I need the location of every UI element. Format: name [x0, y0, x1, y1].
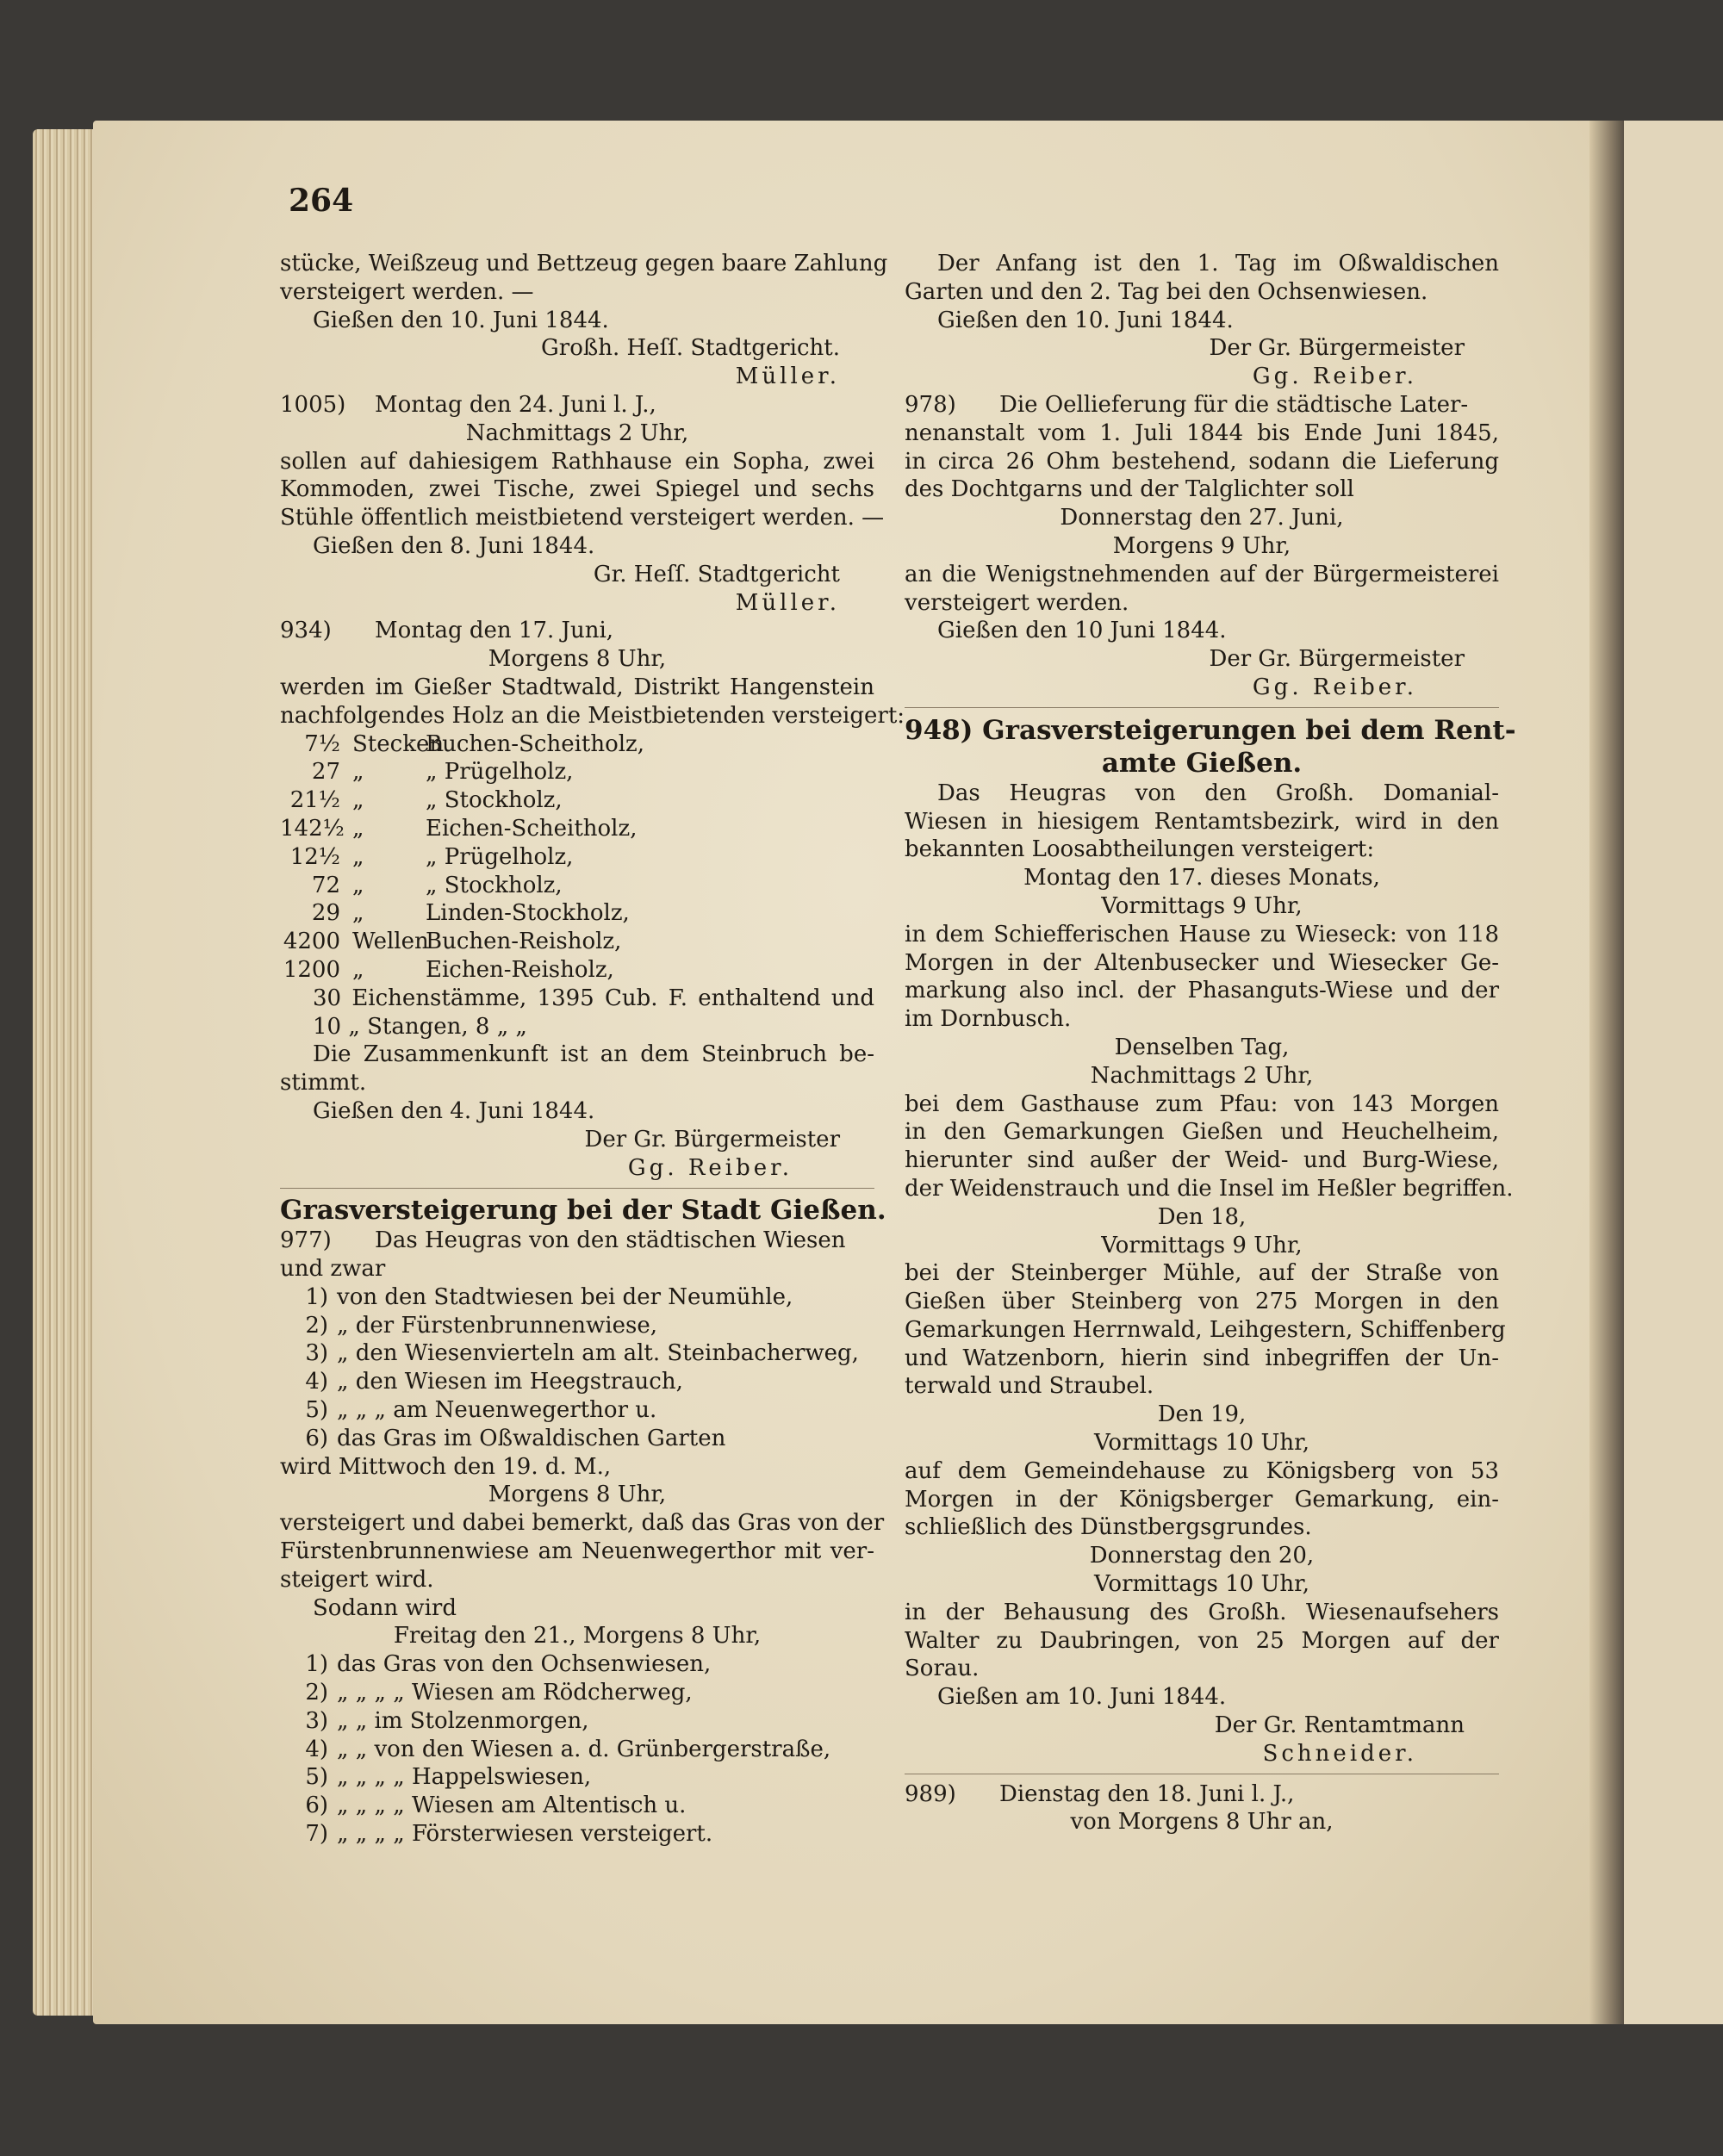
list-number: 5) [305, 1764, 328, 1791]
text-line: von Morgens 8 Uhr an, [1070, 1809, 1334, 1836]
text-line: Walter zu Daubringen, von 25 Morgen auf der [905, 1627, 1499, 1654]
wood-type: Linden-Stockholz, [426, 900, 630, 927]
signature-line: Gg. Reiber. [1252, 363, 1417, 390]
list-text: das Gras im Oßwaldischen Garten [337, 1425, 726, 1451]
list-item [280, 1736, 874, 1764]
entry-line [280, 391, 874, 419]
text-line: und zwar [280, 1256, 386, 1283]
list-text: „ „ „ „ Happelswiesen, [337, 1764, 592, 1791]
wood-quantity-row [280, 786, 874, 815]
entry-number: 1005) [280, 391, 346, 418]
text-line: wird Mittwoch den 19. d. M., [280, 1453, 612, 1480]
book-gutter [1589, 121, 1624, 2024]
text-line: 10 „ Stangen, 8 „ „ [313, 1013, 527, 1040]
signature-line: Der Gr. Bürgermeister [1209, 646, 1465, 673]
list-item [280, 1339, 874, 1368]
text-line: Gießen über Steinberg von 275 Morgen in den [905, 1289, 1499, 1315]
list-number: 5) [305, 1397, 328, 1424]
page-number: 264 [289, 183, 354, 219]
list-number: 1) [305, 1283, 328, 1310]
entry-text: Dienstag den 18. Juni l. J., [999, 1780, 1295, 1807]
text-line: Morgens 9 Uhr, [1112, 532, 1291, 559]
text-line: Gießen den 10. Juni 1844. [313, 307, 609, 333]
quantity: 29 [311, 900, 340, 927]
text-line: im Dornbusch. [905, 1006, 1072, 1033]
text-line: Fürstenbrunnenwiese am Neuenwegerthor mit ver- [280, 1538, 874, 1565]
list-text: „ „ „ „ Försterwiesen versteigert. [337, 1821, 713, 1848]
list-number: 4) [305, 1736, 328, 1762]
wood-quantity-row [280, 872, 874, 900]
text-line: markung also incl. der Phasanguts-Wiese und der [905, 978, 1499, 1004]
text-line: Morgens 8 Uhr, [488, 1482, 667, 1508]
wood-quantity-row [280, 758, 874, 786]
quantity: 21½ [289, 787, 340, 814]
text-line: sollen auf dahiesigem Rathhause ein Sopha, zwei [280, 448, 874, 475]
text-line: nenanstalt vom 1. Juli 1844 bis Ende Juni 1845, [905, 419, 1499, 446]
quantity: 27 [311, 759, 340, 786]
text-line: steigert wird. [280, 1566, 434, 1593]
section-heading: Grasversteigerung bei der Stadt Gießen. [280, 1195, 886, 1227]
entry-line [905, 391, 1499, 419]
text-line: Vormittags 9 Uhr, [1101, 1232, 1303, 1258]
list-number: 2) [305, 1680, 328, 1706]
unit: Wellen [352, 929, 429, 955]
unit: „ [352, 787, 364, 814]
text-line: Gemarkungen Herrnwald, Leihgestern, Schiffenberg [905, 1316, 1506, 1343]
entry-text: Montag den 24. Juni l. J., [375, 391, 656, 418]
book-page-edges [33, 129, 102, 2016]
text-line: schließlich des Dünstbergsgrundes. [905, 1514, 1312, 1541]
text-line: in circa 26 Ohm bestehend, sodann die Lieferung [905, 448, 1499, 475]
signature-line: Der Gr. Rentamtmann [1214, 1712, 1465, 1739]
text-line: der Weidenstrauch und die Insel im Heßler begriffen. [905, 1175, 1514, 1202]
text-line: bei dem Gasthause zum Pfau: von 143 Morgen [905, 1090, 1499, 1117]
wood-type: „ Prügelholz, [426, 759, 574, 786]
text-line: Garten und den 2. Tag bei den Ochsenwiesen. [905, 278, 1428, 305]
signature-line: Schneider. [1262, 1740, 1417, 1767]
list-item [280, 1312, 874, 1340]
text-line: versteigert und dabei bemerkt, daß das Gras von der [280, 1510, 885, 1537]
section-divider [280, 1182, 874, 1194]
wood-type: Buchen-Scheitholz, [426, 730, 645, 757]
text-line: Stühle öffentlich meistbietend versteigert werden. — [280, 505, 885, 531]
unit: „ [352, 900, 364, 927]
wood-quantity-row [280, 815, 874, 843]
entry-number: 978) [905, 391, 956, 418]
text-line: Gießen den 4. Juni 1844. [313, 1097, 595, 1124]
quantity: 12½ [289, 843, 340, 870]
text-line: Gießen den 8. Juni 1844. [313, 532, 595, 559]
wood-type: „ Stockholz, [426, 872, 563, 898]
entry-line [280, 1227, 874, 1255]
signature-line: Müller. [735, 589, 840, 616]
text-line: an die Wenigstnehmenden auf der Bürgermeisterei [905, 561, 1499, 587]
list-item [280, 1283, 874, 1312]
signature-line: Der Gr. Bürgermeister [1209, 335, 1465, 362]
quantity: 72 [311, 872, 340, 898]
text-line: stücke, Weißzeug und Bettzeug gegen baare Zahlung [280, 251, 888, 276]
text-line: Nachmittags 2 Uhr, [465, 419, 689, 446]
entry-number: 989) [905, 1780, 956, 1807]
wood-type: „ Prügelholz, [426, 843, 574, 870]
entry-number: 934) [280, 618, 332, 644]
quantity: 4200 [283, 929, 340, 955]
text-line: Den 18, [1157, 1203, 1247, 1230]
text-line: Vormittags 10 Uhr, [1094, 1430, 1309, 1457]
text-line: Kommoden, zwei Tische, zwei Spiegel und sechs [280, 476, 874, 503]
list-number: 4) [305, 1369, 328, 1395]
text-line: 30 Eichenstämme, 1395 Cub. F. enthaltend und [313, 985, 874, 1011]
unit: „ [352, 815, 364, 842]
entry-line [280, 617, 874, 645]
text-line: stimmt. [280, 1070, 367, 1097]
text-line: Gießen den 10 Juni 1844. [937, 618, 1227, 644]
text-line: versteigert werden. — [280, 278, 534, 305]
text-line: Sodann wird [313, 1594, 457, 1621]
text-line: in dem Schiefferischen Hause zu Wieseck: von 118 [905, 921, 1499, 948]
list-item [280, 1396, 874, 1425]
wood-type: Eichen-Scheitholz, [426, 815, 638, 842]
list-number: 3) [305, 1707, 328, 1734]
text-line: Den 19, [1157, 1401, 1247, 1428]
list-number: 6) [305, 1793, 328, 1819]
next-page-edge [1624, 121, 1723, 2024]
text-line: Vormittags 9 Uhr, [1101, 892, 1303, 919]
text-line: und Watzenborn, hierin sind inbegriffen der Un- [905, 1345, 1499, 1371]
text-line: bekannten Loosabtheilungen versteigert: [905, 836, 1375, 863]
signature-line: Gg. Reiber. [627, 1154, 793, 1181]
text-line: Montag den 17. dieses Monats, [1023, 865, 1380, 892]
list-text: „ „ „ am Neuenwegerthor u. [337, 1397, 657, 1424]
text-line: Das Heugras von den Großh. Domanial- [937, 780, 1499, 806]
unit: „ [352, 759, 364, 786]
wood-quantity-row [280, 956, 874, 985]
text-line: Die Zusammenkunft ist an dem Steinbruch be- [313, 1041, 874, 1068]
text-line: Nachmittags 2 Uhr, [1090, 1062, 1314, 1089]
signature-line: Großh. Heſſ. Stadtgericht. [541, 335, 840, 362]
list-item [280, 1820, 874, 1848]
list-number: 2) [305, 1312, 328, 1339]
text-line: versteigert werden. [905, 589, 1129, 616]
text-line: in den Gemarkungen Gießen und Heuchelheim, [905, 1119, 1499, 1146]
wood-quantity-row [280, 730, 874, 759]
wood-quantity-row [280, 843, 874, 872]
list-item [280, 1368, 874, 1396]
text-line: hierunter sind außer der Weid- und Burg-Wiese, [905, 1147, 1499, 1174]
wood-type: „ Stockholz, [426, 787, 563, 814]
section-divider [905, 1768, 1499, 1780]
list-text: das Gras von den Ochsenwiesen, [337, 1651, 712, 1678]
list-text: „ den Wiesen im Heegstrauch, [337, 1369, 683, 1395]
list-item [280, 1763, 874, 1792]
text-line: Der Anfang ist den 1. Tag im Oßwaldischen [937, 251, 1499, 276]
quantity: 142½ [280, 815, 345, 842]
list-text: „ „ von den Wiesen a. d. Grünbergerstraße, [337, 1736, 831, 1762]
wood-quantity-row [280, 899, 874, 928]
divider-line [905, 707, 1499, 708]
text-line: bei der Steinberger Mühle, auf der Straße von [905, 1260, 1499, 1287]
text-line: Donnerstag den 27. Juni, [1060, 505, 1344, 531]
section-heading: amte Gießen. [1101, 747, 1303, 779]
list-item [280, 1707, 874, 1736]
list-item [280, 1650, 874, 1679]
right-column [905, 250, 1516, 1836]
unit: „ [352, 872, 364, 898]
list-text: „ den Wiesenvierteln am alt. Steinbacherweg, [337, 1340, 859, 1367]
list-text: „ „ „ „ Wiesen am Rödcherweg, [337, 1680, 693, 1706]
entry-text: Das Heugras von den städtischen Wiesen [375, 1227, 846, 1254]
wood-quantity-row [280, 928, 874, 956]
text-line: Morgens 8 Uhr, [488, 646, 667, 673]
signature-line: Müller. [735, 363, 840, 390]
text-line: Vormittags 10 Uhr, [1094, 1571, 1309, 1598]
list-item [280, 1679, 874, 1707]
wood-type: Eichen-Reisholz, [426, 956, 614, 983]
list-text: von den Stadtwiesen bei der Neumühle, [337, 1283, 793, 1310]
list-number: 1) [305, 1651, 328, 1678]
section-divider [905, 702, 1499, 714]
list-text: „ „ im Stolzenmorgen, [337, 1707, 589, 1734]
list-number: 6) [305, 1425, 328, 1451]
signature-line: Gr. Heſſ. Stadtgericht [593, 561, 840, 587]
entry-number: 977) [280, 1227, 332, 1254]
text-line: werden im Gießer Stadtwald, Distrikt Hangenstein [280, 674, 874, 700]
text-line: Morgen in der Altenbusecker und Wiesecker Ge- [905, 949, 1499, 976]
list-text: „ der Fürstenbrunnenwiese, [337, 1312, 657, 1339]
text-line: in der Behausung des Großh. Wiesenaufsehers [905, 1599, 1499, 1625]
list-number: 3) [305, 1340, 328, 1367]
list-item [280, 1425, 874, 1453]
left-column [280, 250, 905, 1848]
text-line: nachfolgendes Holz an die Meistbietenden versteigert: [280, 702, 905, 729]
signature-line: Gg. Reiber. [1252, 674, 1417, 700]
text-line: Morgen in der Königsberger Gemarkung, ein- [905, 1486, 1499, 1513]
quantity: 7½ [304, 730, 340, 757]
text-line: terwald und Straubel. [905, 1373, 1154, 1400]
text-line: Sorau. [905, 1656, 980, 1682]
unit: Stecken [352, 730, 445, 757]
wood-type: Buchen-Reisholz, [426, 929, 622, 955]
entry-text: Die Oellieferung für die städtische Later- [999, 391, 1469, 418]
divider-line [280, 1188, 874, 1189]
text-line: des Dochtgarns und der Talglichter soll [905, 476, 1354, 503]
quantity: 1200 [283, 956, 340, 983]
text-line: Freitag den 21., Morgens 8 Uhr, [393, 1623, 762, 1650]
unit: „ [352, 843, 364, 870]
signature-line: Der Gr. Bürgermeister [584, 1126, 840, 1153]
entry-line [905, 1780, 1499, 1809]
text-line: Wiesen in hiesigem Rentamtsbezirk, wird in den [905, 808, 1499, 835]
list-item [280, 1792, 874, 1820]
section-heading: 948) Grasversteigerungen bei dem Rent- [905, 714, 1516, 746]
list-number: 7) [305, 1821, 328, 1848]
text-line: auf dem Gemeindehause zu Königsberg von 53 [905, 1457, 1499, 1484]
unit: „ [352, 956, 364, 983]
text-line: Denselben Tag, [1114, 1034, 1290, 1060]
list-text: „ „ „ „ Wiesen am Altentisch u. [337, 1793, 687, 1819]
entry-text: Montag den 17. Juni, [375, 618, 614, 644]
text-line: Gießen den 10. Juni 1844. [937, 307, 1234, 333]
text-line: Gießen am 10. Juni 1844. [937, 1684, 1227, 1711]
text-line: Donnerstag den 20, [1089, 1543, 1315, 1569]
